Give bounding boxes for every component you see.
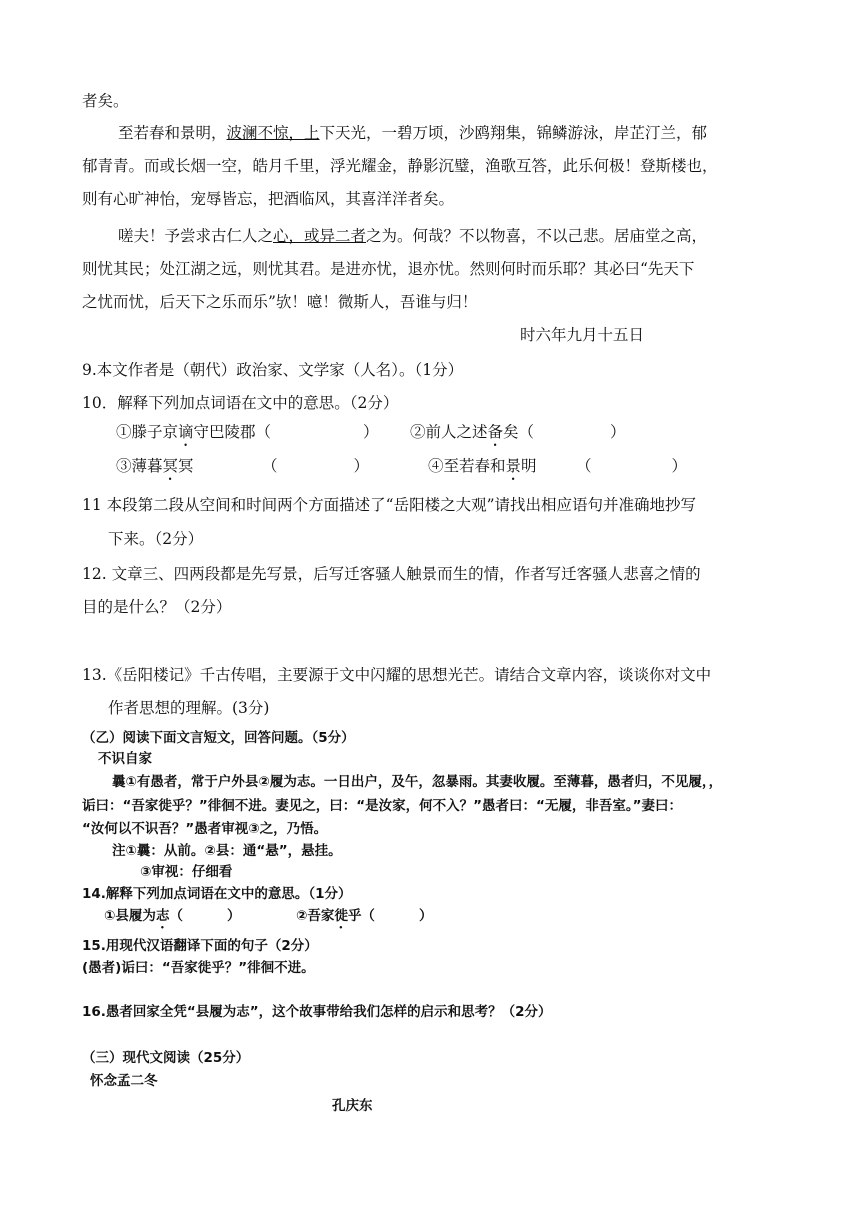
question-14-item-1: ①县履为志（ ） (104, 908, 241, 924)
question-12: 12. 文章三、四两段都是先写景，后写迁客骚人触景而生的情，作者写迁客骚人悲喜之情的 (82, 565, 701, 583)
question-11: 11 本段第二段从空间和时间两个方面描述了“岳阳楼之大观”请找出相应语句并准确地抄写 (82, 496, 697, 514)
question-13-cont: 作者思想的理解。(3分) (108, 699, 270, 717)
passage-line: 者矣。 (82, 92, 129, 110)
question-11-cont: 下来。（2分） (108, 530, 204, 548)
section-c-author: 孔庆东 (332, 1098, 373, 1114)
section-b-text: “汝何以不识吾？”愚者审视③之，乃悟。 (82, 821, 328, 837)
passage-line: 郁青青。而或长烟一空，皓月千里，浮光耀金，静影沉璧，渔歌互答，此乐何极！登斯楼也， (82, 157, 718, 175)
section-b-title: 不识自家 (98, 751, 152, 767)
underlined-phrase: 心，或异二者 (273, 227, 367, 245)
question-9: 9.本文作者是（朝代）政治家、文学家（人名）。（1分） (82, 361, 464, 379)
question-10-item-2: ②前人之述备矣（ ） (410, 423, 626, 441)
question-10-item-3: ③薄暮冥冥 (116, 457, 194, 475)
section-b-note: 注①曩：从前。②县：通“悬”，悬挂。 (112, 843, 342, 859)
question-10-item-4: ④至若春和景明 (428, 457, 537, 475)
section-b-note: ③审视：仔细看 (140, 864, 233, 880)
passage-line: 嗟夫！予尝求古仁人之心，或异二者之为。何哉？不以物喜，不以己悲。居庙堂之高， (118, 227, 708, 245)
question-13: 13.《岳阳楼记》千古传唱，主要源于文中闪耀的思想光芒。请结合文章内容，谈谈你对文中 (82, 666, 712, 684)
passage-line: 至若春和景明，波澜不惊，上下天光，一碧万顷，沙鸥翔集，锦鳞游泳，岸芷汀兰，郁 (118, 124, 708, 142)
section-b-text: 诟曰：“吾家徙乎？”徘徊不进。妻见之，曰：“是汝家，何不入？”愚者曰：“无履，非吾室。”妻曰： (82, 798, 682, 814)
question-12-cont: 目的是什么？（2分） (82, 598, 232, 616)
passage-line: 则有心旷神怡，宠辱皆忘，把酒临风，其喜洋洋者矣。 (82, 190, 455, 208)
underlined-phrase: 波澜不惊，上 (226, 124, 320, 142)
question-10-item-3-blank: （ ） (262, 457, 370, 475)
section-b-text: 曩①有愚者，常于户外县②履为志。一日出户，及午，忽暴雨。其妻收履。至薄暮，愚者归，不见履，， (112, 774, 723, 790)
question-14: 14.解释下列加点词语在文中的意思。（1分） (82, 886, 352, 902)
passage-date: 时六年九月十五日 (520, 326, 645, 344)
question-15: 15.用现代汉语翻译下面的句子（2分） (82, 938, 318, 954)
section-c-header: （三）现代文阅读（25分） (82, 1050, 250, 1066)
section-b-header: （乙）阅读下面文言短文，回答问题。（5分） (82, 730, 355, 746)
passage-line: 之忧而忧，后天下之乐而乐”欤！噫！微斯人，吾谁与归！ (82, 293, 478, 311)
question-14-item-2: ②吾家徙乎（ ） (296, 908, 433, 924)
question-10: 10．解释下列加点词语在文中的意思。（2分） (82, 394, 399, 412)
question-15-sentence: (愚者)诟曰：“吾家徙乎？”徘徊不进。 (82, 960, 315, 976)
question-10-item-4-blank: （ ） (576, 457, 688, 475)
passage-line: 则忧其民；处江湖之远，则忧其君。是进亦忧，退亦忧。然则何时而乐耶？其必曰“先天下 (82, 260, 695, 278)
question-16: 16.愚者回家全凭“县履为志”，这个故事带给我们怎样的启示和思考？（2分） (82, 1004, 552, 1020)
section-c-title: 怀念孟二冬 (90, 1073, 158, 1089)
question-10-item-1: ①滕子京谪守巴陵郡（ ） (116, 423, 379, 441)
